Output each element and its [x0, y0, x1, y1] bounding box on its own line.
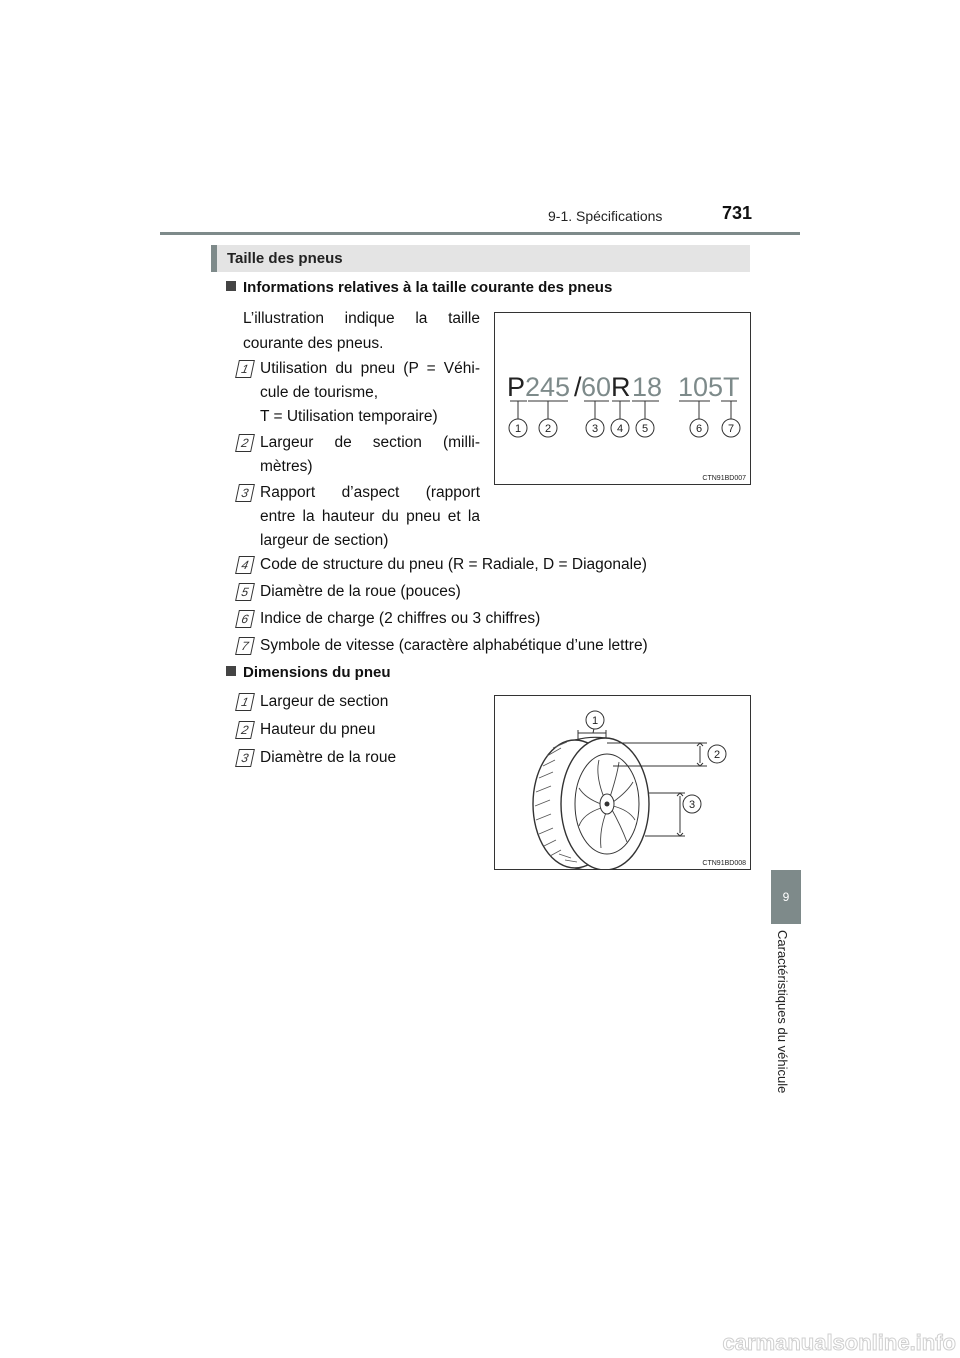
tire-size-svg — [495, 313, 750, 484]
callout-text-5: 5 — [641, 423, 649, 435]
page-number: 731 — [722, 203, 753, 223]
tire-code-width: 245 — [525, 372, 571, 402]
subheading-tire-info — [226, 279, 612, 296]
dim-item-1-text: Largeur de section — [260, 693, 389, 710]
dim-callout-text-2: 2 — [713, 749, 721, 761]
item-5-text: Diamètre de la roue (pouces) — [260, 583, 461, 600]
chapter-side-label — [765, 930, 805, 1130]
item-3-line-3: largeur de section) — [260, 532, 389, 549]
tire-code-r: R — [611, 372, 631, 402]
dim-callout-text-3: 3 — [688, 799, 696, 811]
dim-item-2-text: Hauteur du pneu — [260, 721, 376, 738]
watermark — [660, 1328, 960, 1358]
watermark-text: carmanualsonline.info — [722, 1330, 956, 1355]
intro-line-2: courante des pneus. — [243, 335, 384, 352]
subheading-tire-info-text: Informations relatives à la taille courante des pneus — [243, 279, 613, 296]
dim-callout-badge-3: 3 — [235, 749, 255, 767]
chapter-side-label-text: Caractéristiques du véhicule — [775, 930, 790, 1094]
tire-size-figure — [494, 312, 751, 485]
callout-badge-5: 5 — [235, 583, 255, 601]
figure-code-1: CTN91BD007 — [702, 475, 746, 482]
tire-drawing — [533, 737, 649, 869]
tire-dimensions-svg — [495, 696, 750, 869]
item-3-line-1: Rapport d’aspect (rapport — [260, 484, 480, 501]
tire-code-slash: / — [574, 372, 582, 402]
tire-dimensions-figure — [494, 695, 751, 870]
square-bullet-icon — [226, 281, 236, 291]
tire-code-p: P — [507, 372, 526, 402]
callout-badge-4: 4 — [235, 556, 255, 574]
running-header-section: 9-1. Spécifications — [548, 208, 663, 224]
callout-badge-1: 1 — [235, 360, 255, 378]
callout-text-7: 7 — [727, 423, 735, 435]
item-2-line-1: Largeur de section (milli- — [260, 434, 480, 451]
callout-badge-3: 3 — [235, 484, 255, 502]
tire-code-load-speed: 105T — [678, 372, 740, 402]
dim-item-3-text: Diamètre de la roue — [260, 749, 397, 766]
dim-callout-text-1: 1 — [591, 715, 599, 727]
chapter-tab-number: 9 — [782, 890, 790, 904]
item-6-text: Indice de charge (2 chiffres ou 3 chiffres) — [260, 610, 541, 627]
item-2-line-2: mètres) — [260, 458, 313, 475]
dim-callout-badge-1: 1 — [235, 693, 255, 711]
callout-text-2: 2 — [544, 423, 552, 435]
item-1-line-2: cule de tourisme, — [260, 384, 379, 401]
tire-code-aspect: 60 — [581, 372, 612, 402]
callout-badge-7: 7 — [235, 637, 255, 655]
subheading-dimensions-text: Dimensions du pneu — [243, 664, 391, 681]
item-3-line-2: entre la hauteur du pneu et la — [260, 508, 480, 525]
chapter-tab[interactable] — [771, 870, 801, 924]
callout-badge-2: 2 — [235, 434, 255, 452]
item-7-text: Symbole de vitesse (caractère alphabétique d’une lettre) — [260, 637, 648, 654]
section-title: Taille des pneus — [211, 245, 750, 272]
callout-text-4: 4 — [616, 423, 624, 435]
header-rule — [160, 232, 800, 235]
subheading-dimensions — [226, 664, 391, 681]
intro-line-1: L’illustration indique la taille — [243, 310, 480, 327]
callout-badge-6: 6 — [235, 610, 255, 628]
callout-text-6: 6 — [695, 423, 703, 435]
dim-callout-badge-2: 2 — [235, 721, 255, 739]
tire-code-rim: 18 — [632, 372, 663, 402]
item-4-text: Code de structure du pneu (R = Radiale, D = Diagonale) — [260, 556, 647, 573]
item-1-line-3: T = Utilisation temporaire) — [260, 408, 438, 425]
figure-code-2: CTN91BD008 — [702, 860, 746, 867]
callout-text-3: 3 — [591, 423, 599, 435]
callout-text-1: 1 — [514, 423, 522, 435]
tire-code-brackets — [510, 401, 737, 419]
square-bullet-icon — [226, 666, 236, 676]
item-1-line-1: Utilisation du pneu (P = Véhi- — [260, 360, 480, 377]
